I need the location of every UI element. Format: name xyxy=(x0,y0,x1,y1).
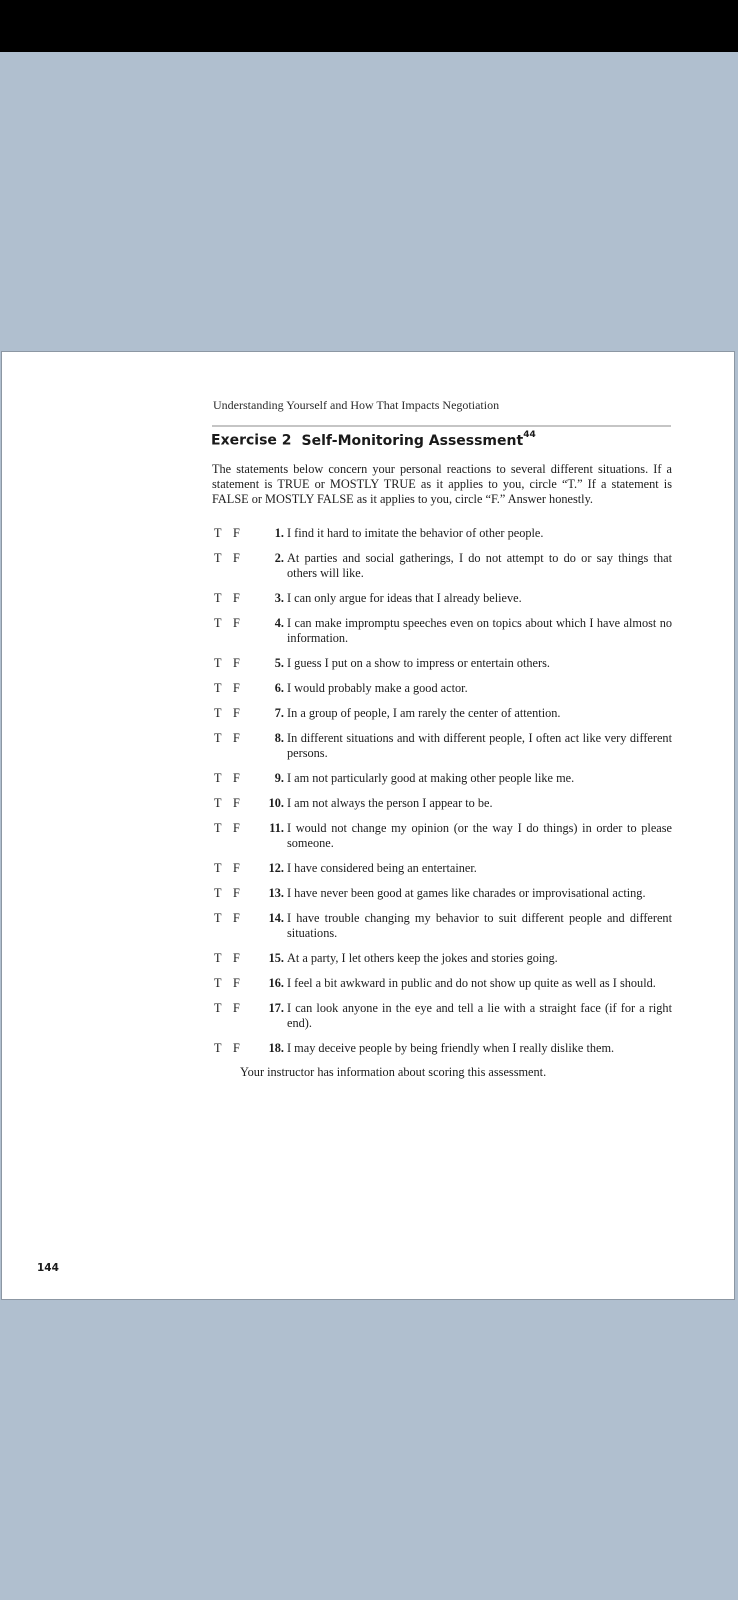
false-option: F xyxy=(233,731,240,745)
statement-item xyxy=(214,821,672,851)
statement-item xyxy=(214,1041,672,1056)
statement-text: I can make impromptu speeches even on topics about which I have almost no information. xyxy=(287,616,672,645)
statement-item xyxy=(214,526,672,541)
true-option: T xyxy=(214,731,222,745)
statement-text: At a party, I let others keep the jokes and stories going. xyxy=(287,951,558,965)
statement-text: In different situations and with different people, I often act like very different persons. xyxy=(287,731,672,760)
false-option: F xyxy=(233,976,240,990)
statement-item xyxy=(214,796,672,811)
status-bar xyxy=(0,0,738,52)
true-option: T xyxy=(214,656,222,670)
statement-item xyxy=(214,911,672,941)
statement-item xyxy=(214,951,672,966)
true-option: T xyxy=(214,771,222,785)
statement-number: 7. xyxy=(274,706,284,720)
statement-text: I am not always the person I appear to be. xyxy=(287,796,493,810)
statement-number: 16. xyxy=(268,976,284,990)
statement-number: 4. xyxy=(274,616,284,630)
true-option: T xyxy=(214,591,222,605)
statement-text: I would probably make a good actor. xyxy=(287,681,468,695)
page-number: 144 xyxy=(37,1262,59,1274)
statement-item xyxy=(214,1001,672,1031)
false-option: F xyxy=(233,706,240,720)
true-option: T xyxy=(214,886,222,900)
true-option: T xyxy=(214,911,222,925)
footnote-ref: 44 xyxy=(523,430,536,440)
statement-text: I have considered being an entertainer. xyxy=(287,861,477,875)
false-option: F xyxy=(233,1041,240,1055)
statement-item xyxy=(214,861,672,876)
true-option: T xyxy=(214,951,222,965)
statement-number: 11. xyxy=(269,821,284,835)
statement-text: In a group of people, I am rarely the center of attention. xyxy=(287,706,561,720)
statement-number: 8. xyxy=(274,731,284,745)
statement-number: 2. xyxy=(274,551,284,565)
false-option: F xyxy=(233,616,240,630)
false-option: F xyxy=(233,591,240,605)
false-option: F xyxy=(233,951,240,965)
statement-text: I find it hard to imitate the behavior of other people. xyxy=(287,526,544,540)
false-option: F xyxy=(233,821,240,835)
statement-number: 13. xyxy=(268,886,284,900)
intro-paragraph: The statements below concern your personal reactions to several different situations. If a statement is TRUE or MOSTLY TRUE as it applies to you, circle “T.” If a statement is FALSE or MOSTLY FALSE as it applies to you, circle “F.” Answer honestly. xyxy=(212,462,672,506)
statement-number: 9. xyxy=(274,771,284,785)
false-option: F xyxy=(233,911,240,925)
scoring-note: Your instructor has information about scoring this assessment. xyxy=(240,1065,547,1079)
false-option: F xyxy=(233,1001,240,1015)
true-option: T xyxy=(214,821,222,835)
statement-number: 12. xyxy=(268,861,284,875)
statement-number: 14. xyxy=(268,911,284,925)
true-option: T xyxy=(214,681,222,695)
statement-number: 3. xyxy=(274,591,284,605)
false-option: F xyxy=(233,861,240,875)
statement-item xyxy=(214,976,672,991)
false-option: F xyxy=(233,796,240,810)
false-option: F xyxy=(233,551,240,565)
statement-number: 10. xyxy=(268,796,284,810)
statement-number: 5. xyxy=(274,656,284,670)
statement-item xyxy=(214,731,672,761)
exercise-name: Self-Monitoring Assessment xyxy=(301,432,524,449)
statement-item xyxy=(214,616,672,646)
statement-number: 1. xyxy=(274,526,284,540)
statement-item xyxy=(214,681,672,696)
statement-item xyxy=(214,656,672,671)
header-rule xyxy=(212,425,671,427)
statement-item xyxy=(214,706,672,721)
true-option: T xyxy=(214,551,222,565)
statement-number: 6. xyxy=(274,681,284,695)
statement-text: I would not change my opinion (or the way I do things) in order to please someone. xyxy=(287,821,672,850)
true-option: T xyxy=(214,1001,222,1015)
statement-number: 17. xyxy=(268,1001,284,1015)
true-option: T xyxy=(214,796,222,810)
statement-item xyxy=(214,551,672,581)
false-option: F xyxy=(233,771,240,785)
false-option: F xyxy=(233,526,240,540)
statement-text: I can only argue for ideas that I already believe. xyxy=(287,591,522,605)
document-page xyxy=(1,351,735,1300)
statement-text: I may deceive people by being friendly when I really dislike them. xyxy=(287,1041,615,1055)
true-option: T xyxy=(214,1041,222,1055)
true-option: T xyxy=(214,526,222,540)
true-option: T xyxy=(214,616,222,630)
statement-item xyxy=(214,771,672,786)
statement-item xyxy=(214,886,672,901)
true-option: T xyxy=(214,861,222,875)
statement-text: I can look anyone in the eye and tell a lie with a straight face (if for a right end). xyxy=(287,1001,672,1030)
statement-text: At parties and social gatherings, I do not attempt to do or say things that others will like. xyxy=(287,551,672,580)
statement-text: I guess I put on a show to impress or entertain others. xyxy=(287,656,550,670)
true-option: T xyxy=(214,976,222,990)
false-option: F xyxy=(233,681,240,695)
statement-text: I am not particularly good at making other people like me. xyxy=(287,771,575,785)
statement-text: I have never been good at games like charades or improvisational acting. xyxy=(287,886,646,900)
statement-text: I have trouble changing my behavior to suit different people and different situations. xyxy=(287,911,672,940)
statement-item xyxy=(214,591,672,606)
exercise-label: Exercise 2 xyxy=(211,432,292,449)
statement-number: 15. xyxy=(268,951,284,965)
statement-list xyxy=(214,526,672,1066)
true-option: T xyxy=(214,706,222,720)
exercise-title xyxy=(211,432,536,449)
statement-text: I feel a bit awkward in public and do not show up quite as well as I should. xyxy=(287,976,656,990)
false-option: F xyxy=(233,656,240,670)
statement-number: 18. xyxy=(268,1041,284,1055)
running-head: Understanding Yourself and How That Impacts Negotiation xyxy=(213,398,500,412)
false-option: F xyxy=(233,886,240,900)
